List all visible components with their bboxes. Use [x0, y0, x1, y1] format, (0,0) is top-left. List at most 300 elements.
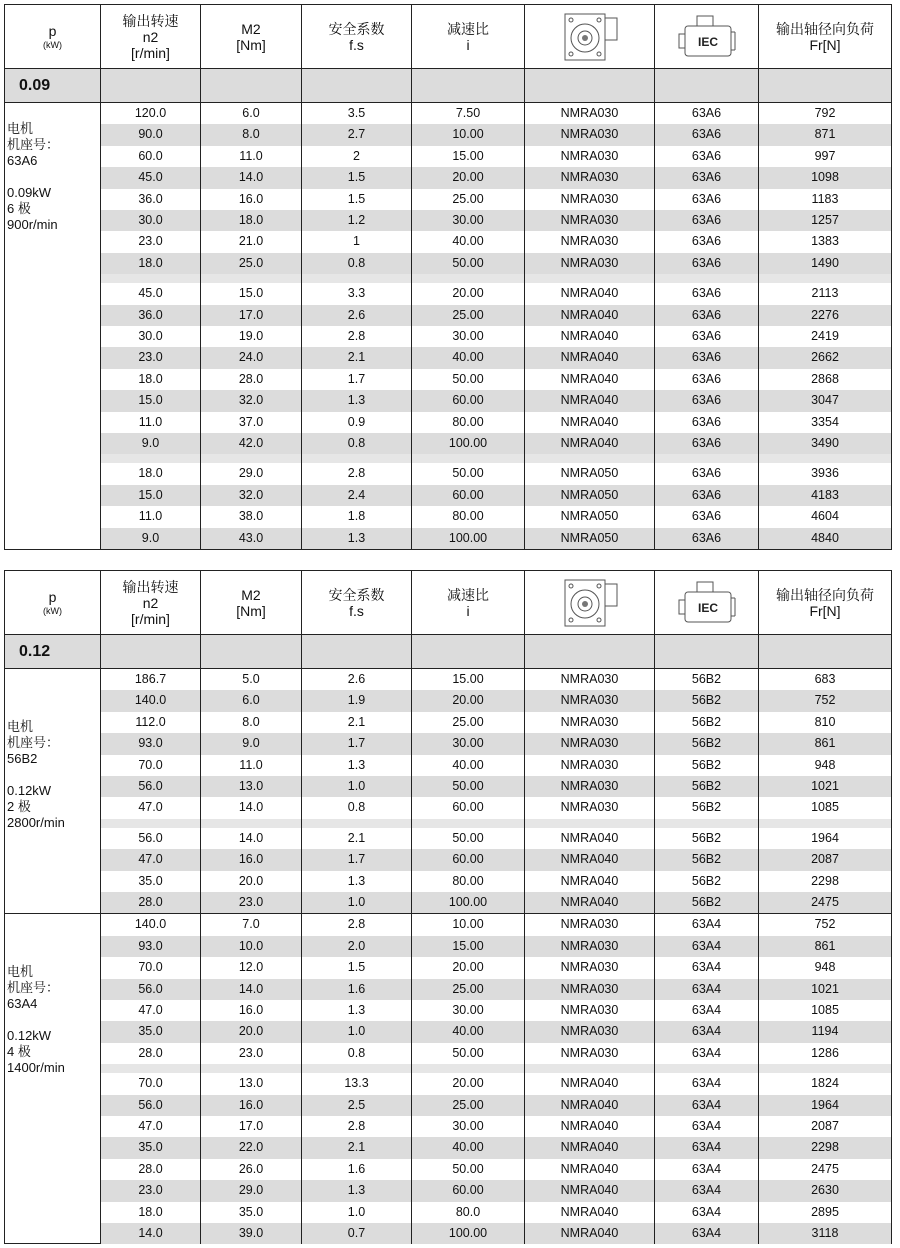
- cell-n2: 70.0: [101, 957, 201, 978]
- table-row: [101, 253, 891, 274]
- cell-m2: 13.0: [201, 1073, 302, 1094]
- cell-n2: 15.0: [101, 390, 201, 411]
- spacer-divider: [758, 1064, 759, 1073]
- spacer-divider: [654, 274, 655, 283]
- cell-n2: 35.0: [101, 871, 201, 892]
- table-row: [101, 485, 891, 506]
- table-row: [101, 305, 891, 326]
- table-header: [5, 5, 891, 69]
- cell-fr: 2087: [811, 1118, 839, 1133]
- cell-fs: 1.0: [302, 1021, 412, 1042]
- cell-fr: 3936: [811, 466, 839, 481]
- cell-fs: 1.7: [302, 733, 412, 754]
- cell-motor: 63A4: [655, 936, 759, 957]
- table-row: [101, 347, 891, 368]
- cell-m2: 22.0: [201, 1137, 302, 1158]
- power-row-cell: [302, 69, 412, 102]
- cell-motor: 63A4: [655, 1223, 759, 1244]
- cell-fs: 0.8: [302, 1043, 412, 1064]
- cell-n2: 18.0: [101, 1202, 201, 1223]
- cell-m2: 11.0: [201, 755, 302, 776]
- cell-n2: 30.0: [101, 210, 201, 231]
- cell-m2: 26.0: [201, 1159, 302, 1180]
- header-ratio-text: 减速比 i: [447, 20, 489, 53]
- cell-model: NMRA030: [525, 167, 655, 188]
- cell-fs: 1.3: [302, 1000, 412, 1021]
- spacer-divider: [301, 274, 302, 283]
- cell-fs: 1.0: [302, 1202, 412, 1223]
- cell-fr: 861: [814, 736, 836, 751]
- power-row-cell: [302, 635, 412, 668]
- cell-m2: 39.0: [201, 1223, 302, 1244]
- cell-m2: 14.0: [201, 828, 302, 849]
- cell-n2: 112.0: [101, 712, 201, 733]
- cell-fs: 0.8: [302, 253, 412, 274]
- cell-n2: 47.0: [101, 1000, 201, 1021]
- table-row: [101, 1095, 891, 1116]
- cell-model: NMRA040: [525, 1159, 655, 1180]
- cell-fs: 2.7: [302, 124, 412, 145]
- cell-fr: 871: [814, 127, 836, 142]
- cell-n2: 70.0: [101, 755, 201, 776]
- cell-motor: 63A6: [655, 463, 759, 484]
- cell-motor: 63A6: [655, 167, 759, 188]
- header-fs: [302, 571, 412, 634]
- cell-motor: 56B2: [655, 712, 759, 733]
- cell-motor: 56B2: [655, 892, 759, 913]
- cell-m2: 28.0: [201, 369, 302, 390]
- cell-ratio: 20.00: [412, 283, 525, 304]
- cell-motor: 63A6: [655, 390, 759, 411]
- cell-m2: 14.0: [201, 979, 302, 1000]
- power-value: 0.12: [19, 643, 51, 660]
- cell-fr: 1085: [811, 800, 839, 815]
- cell-fs: 1.3: [302, 390, 412, 411]
- cell-fs: 2.8: [302, 914, 412, 935]
- spacer-divider: [654, 1064, 655, 1073]
- cell-fr: 4183: [811, 487, 839, 502]
- cell-m2: 23.0: [201, 892, 302, 913]
- cell-fr: 2475: [811, 895, 839, 909]
- cell-fr: 948: [814, 960, 836, 975]
- cell-fs: 1.3: [302, 871, 412, 892]
- cell-ratio: 40.00: [412, 755, 525, 776]
- cell-n2: 36.0: [101, 189, 201, 210]
- cell-motor: 63A4: [655, 1021, 759, 1042]
- cell-model: NMRA030: [525, 1021, 655, 1042]
- cell-ratio: 60.00: [412, 1180, 525, 1201]
- table-row: [101, 463, 891, 484]
- table-row: [101, 828, 891, 849]
- cell-n2: 23.0: [101, 347, 201, 368]
- cell-motor: 56B2: [655, 828, 759, 849]
- cell-model: NMRA030: [525, 957, 655, 978]
- power-row-cell: [412, 635, 525, 668]
- table-row: [101, 231, 891, 252]
- cell-n2: 35.0: [101, 1021, 201, 1042]
- cell-m2: 32.0: [201, 485, 302, 506]
- cell-motor: 63A6: [655, 326, 759, 347]
- table-row: [101, 390, 891, 411]
- cell-n2: 14.0: [101, 1223, 201, 1244]
- cell-n2: 18.0: [101, 253, 201, 274]
- cell-model: NMRA040: [525, 1180, 655, 1201]
- cell-n2: 140.0: [101, 914, 201, 935]
- spacer-divider: [411, 454, 412, 463]
- cell-fs: 1.6: [302, 1159, 412, 1180]
- cell-motor: 63A6: [655, 253, 759, 274]
- cell-fr: 810: [814, 714, 836, 729]
- motor-group: [5, 103, 891, 549]
- cell-motor: 63A4: [655, 1116, 759, 1137]
- cell-n2: 15.0: [101, 485, 201, 506]
- cell-motor: 63A6: [655, 369, 759, 390]
- cell-n2: 28.0: [101, 1159, 201, 1180]
- cell-model: NMRA030: [525, 979, 655, 1000]
- cell-ratio: 100.00: [412, 433, 525, 454]
- cell-m2: 29.0: [201, 463, 302, 484]
- spacer-divider: [758, 274, 759, 283]
- cell-motor: 63A6: [655, 506, 759, 527]
- cell-m2: 24.0: [201, 347, 302, 368]
- cell-fr: 2895: [811, 1204, 839, 1219]
- cell-model: NMRA040: [525, 828, 655, 849]
- spacer-divider: [758, 819, 759, 828]
- cell-fr: 1964: [811, 830, 839, 845]
- cell-ratio: 40.00: [412, 1021, 525, 1042]
- cell-m2: 8.0: [201, 124, 302, 145]
- cell-model: NMRA050: [525, 485, 655, 506]
- cell-fr: 752: [814, 917, 836, 932]
- cell-ratio: 50.00: [412, 253, 525, 274]
- cell-ratio: 50.00: [412, 369, 525, 390]
- cell-fs: 1.0: [302, 776, 412, 797]
- cell-fs: 3.5: [302, 103, 412, 124]
- cell-fr: 2475: [811, 1161, 839, 1176]
- table-row: [101, 326, 891, 347]
- table-row: [101, 1073, 891, 1094]
- cell-n2: 9.0: [101, 528, 201, 549]
- cell-model: NMRA040: [525, 1137, 655, 1158]
- cell-fs: 2.6: [302, 669, 412, 690]
- table-row: [101, 776, 891, 797]
- spec-table: [4, 570, 892, 1244]
- header-gearbox: [525, 5, 655, 68]
- header-fs-text: 安全系数 f.s: [328, 20, 385, 53]
- motor-label: 电机 机座号： 63A6 0.09kW 6 极 900r/min: [7, 121, 60, 232]
- cell-fr: 1194: [811, 1024, 839, 1039]
- header-fr-text: 输出轴径向负荷 Fr[N]: [776, 20, 874, 53]
- cell-m2: 20.0: [201, 871, 302, 892]
- cell-m2: 16.0: [201, 1000, 302, 1021]
- cell-fs: 1.9: [302, 690, 412, 711]
- cell-motor: 56B2: [655, 690, 759, 711]
- cell-motor: 63A4: [655, 957, 759, 978]
- table-row: [101, 849, 891, 870]
- cell-ratio: 100.00: [412, 528, 525, 549]
- cell-motor: 63A6: [655, 283, 759, 304]
- header-fs-text: 安全系数 f.s: [328, 586, 385, 619]
- cell-model: NMRA040: [525, 871, 655, 892]
- cell-fs: 2.1: [302, 828, 412, 849]
- cell-model: NMRA030: [525, 776, 655, 797]
- cell-fs: 1.3: [302, 1180, 412, 1201]
- cell-fs: 0.8: [302, 797, 412, 818]
- cell-ratio: 80.0: [412, 1202, 525, 1223]
- cell-ratio: 7.50: [412, 103, 525, 124]
- table-row: [101, 733, 891, 754]
- cell-fr: 4604: [811, 509, 839, 524]
- cell-fr: 1085: [811, 1002, 839, 1017]
- cell-model: NMRA040: [525, 369, 655, 390]
- cell-n2: 36.0: [101, 305, 201, 326]
- cell-model: NMRA030: [525, 755, 655, 776]
- cell-fr: 2419: [811, 329, 839, 343]
- cell-motor: 63A4: [655, 1159, 759, 1180]
- cell-m2: 35.0: [201, 1202, 302, 1223]
- table-row: [101, 755, 891, 776]
- cell-m2: 29.0: [201, 1180, 302, 1201]
- header-n2: [101, 571, 201, 634]
- cell-motor: 63A4: [655, 1180, 759, 1201]
- cell-motor: 63A6: [655, 528, 759, 549]
- cell-model: NMRA030: [525, 797, 655, 818]
- header-fs: [302, 5, 412, 68]
- cell-fr: 2662: [811, 350, 839, 365]
- table-row: [101, 1021, 891, 1042]
- cell-fs: 13.3: [302, 1073, 412, 1094]
- header-gearbox: [525, 571, 655, 634]
- table-row: [101, 871, 891, 892]
- cell-motor: 63A6: [655, 103, 759, 124]
- cell-model: NMRA040: [525, 1223, 655, 1244]
- cell-n2: 93.0: [101, 733, 201, 754]
- table-row: [101, 1223, 891, 1244]
- motor-icon: [675, 12, 739, 62]
- cell-motor: 63A4: [655, 1137, 759, 1158]
- cell-fr: 2868: [811, 371, 839, 386]
- header-p: [5, 5, 101, 68]
- cell-m2: 12.0: [201, 957, 302, 978]
- cell-ratio: 15.00: [412, 936, 525, 957]
- cell-ratio: 50.00: [412, 776, 525, 797]
- cell-m2: 11.0: [201, 146, 302, 167]
- power-row-cell: [201, 69, 302, 102]
- motor-group: [5, 669, 891, 913]
- cell-n2: 9.0: [101, 433, 201, 454]
- spacer-divider: [301, 454, 302, 463]
- header-fr-text: 输出轴径向负荷 Fr[N]: [776, 586, 874, 619]
- table-row: [101, 103, 891, 124]
- header-n2-text: 输出转速 n2 [r/min]: [122, 578, 179, 627]
- cell-model: NMRA040: [525, 305, 655, 326]
- cell-n2: 11.0: [101, 412, 201, 433]
- cell-m2: 42.0: [201, 433, 302, 454]
- header-ratio: [412, 5, 525, 68]
- cell-fr: 1824: [811, 1076, 839, 1091]
- cell-motor: 63A6: [655, 210, 759, 231]
- block-spacer: [101, 819, 891, 828]
- block-spacer: [101, 1064, 891, 1073]
- cell-motor: 56B2: [655, 849, 759, 870]
- header-m2: [201, 571, 302, 634]
- cell-model: NMRA030: [525, 231, 655, 252]
- cell-fs: 3.3: [302, 283, 412, 304]
- cell-motor: 63A6: [655, 485, 759, 506]
- cell-m2: 25.0: [201, 253, 302, 274]
- cell-motor: 63A4: [655, 1095, 759, 1116]
- table-row: [101, 892, 891, 913]
- cell-ratio: 60.00: [412, 849, 525, 870]
- cell-fs: 1.6: [302, 979, 412, 1000]
- power-value: 0.09: [19, 77, 51, 94]
- cell-ratio: 20.00: [412, 1073, 525, 1094]
- cell-ratio: 50.00: [412, 463, 525, 484]
- power-row-cell: [525, 69, 655, 102]
- cell-motor: 56B2: [655, 669, 759, 690]
- cell-fr: 1183: [811, 191, 839, 206]
- cell-m2: 18.0: [201, 210, 302, 231]
- cell-motor: 63A4: [655, 1073, 759, 1094]
- block-spacer: [101, 454, 891, 463]
- cell-motor: 63A4: [655, 1202, 759, 1223]
- motor-group: [5, 913, 891, 1243]
- cell-model: NMRA050: [525, 528, 655, 549]
- table-row: [101, 690, 891, 711]
- cell-fr: 1964: [811, 1097, 839, 1112]
- cell-fr: 4840: [811, 530, 839, 545]
- cell-model: NMRA040: [525, 1095, 655, 1116]
- header-m2-text: M2 [Nm]: [236, 586, 266, 619]
- cell-model: NMRA030: [525, 733, 655, 754]
- table-row: [101, 412, 891, 433]
- cell-fs: 1.8: [302, 506, 412, 527]
- cell-fs: 1.2: [302, 210, 412, 231]
- cell-motor: 63A6: [655, 347, 759, 368]
- cell-model: NMRA030: [525, 189, 655, 210]
- cell-fs: 1.5: [302, 957, 412, 978]
- cell-ratio: 60.00: [412, 485, 525, 506]
- spacer-divider: [200, 274, 201, 283]
- spacer-divider: [301, 819, 302, 828]
- cell-n2: 90.0: [101, 124, 201, 145]
- cell-model: NMRA030: [525, 1000, 655, 1021]
- cell-fs: 0.8: [302, 433, 412, 454]
- cell-m2: 6.0: [201, 103, 302, 124]
- table-row: [101, 1116, 891, 1137]
- cell-fr: 2087: [811, 852, 839, 867]
- cell-fr: 861: [814, 938, 836, 953]
- cell-fr: 2113: [811, 286, 839, 301]
- table-row: [101, 369, 891, 390]
- header-p: [5, 571, 101, 634]
- header-motor: [655, 5, 759, 68]
- cell-fr: 3354: [811, 414, 839, 429]
- cell-ratio: 50.00: [412, 1043, 525, 1064]
- cell-fs: 2.0: [302, 936, 412, 957]
- power-row-cell: [101, 635, 201, 668]
- cell-fr: 1286: [811, 1045, 839, 1060]
- cell-ratio: 60.00: [412, 797, 525, 818]
- cell-m2: 10.0: [201, 936, 302, 957]
- table-row: [101, 210, 891, 231]
- power-row: [5, 635, 891, 669]
- cell-model: NMRA040: [525, 1116, 655, 1137]
- cell-model: NMRA040: [525, 892, 655, 913]
- cell-n2: 18.0: [101, 369, 201, 390]
- cell-n2: 23.0: [101, 1180, 201, 1201]
- power-row-cell: [101, 69, 201, 102]
- cell-n2: 56.0: [101, 828, 201, 849]
- cell-ratio: 25.00: [412, 712, 525, 733]
- cell-model: NMRA040: [525, 390, 655, 411]
- motor-label-cell: [5, 914, 101, 1243]
- cell-m2: 13.0: [201, 776, 302, 797]
- table-row: [101, 914, 891, 935]
- cell-fs: 2.1: [302, 1137, 412, 1158]
- cell-motor: 56B2: [655, 733, 759, 754]
- table-row: [101, 433, 891, 454]
- spec-table: [4, 4, 892, 550]
- table-row: [101, 124, 891, 145]
- motor-icon-label: IEC: [697, 34, 718, 49]
- cell-n2: 45.0: [101, 167, 201, 188]
- cell-fs: 1: [302, 231, 412, 252]
- header-p-label: p: [48, 22, 57, 39]
- cell-fs: 1.3: [302, 528, 412, 549]
- spacer-divider: [411, 819, 412, 828]
- table-row: [101, 712, 891, 733]
- header-fr: [759, 571, 891, 634]
- gearbox-icon: [559, 576, 621, 630]
- cell-fs: 2.1: [302, 347, 412, 368]
- spacer-divider: [200, 1064, 201, 1073]
- cell-fr: 1257: [811, 213, 839, 227]
- power-row: [5, 69, 891, 103]
- cell-model: NMRA040: [525, 849, 655, 870]
- cell-ratio: 25.00: [412, 189, 525, 210]
- cell-ratio: 40.00: [412, 1137, 525, 1158]
- cell-motor: 63A6: [655, 189, 759, 210]
- cell-m2: 16.0: [201, 189, 302, 210]
- power-row-cell: [525, 635, 655, 668]
- cell-motor: 63A6: [655, 305, 759, 326]
- cell-model: NMRA050: [525, 506, 655, 527]
- cell-fr: 2298: [811, 1140, 839, 1155]
- table-row: [101, 506, 891, 527]
- cell-ratio: 10.00: [412, 124, 525, 145]
- cell-model: NMRA030: [525, 103, 655, 124]
- cell-motor: 56B2: [655, 755, 759, 776]
- cell-ratio: 30.00: [412, 1116, 525, 1137]
- cell-m2: 17.0: [201, 1116, 302, 1137]
- cell-motor: 63A6: [655, 433, 759, 454]
- motor-label-cell: [5, 669, 101, 913]
- cell-n2: 28.0: [101, 892, 201, 913]
- cell-ratio: 25.00: [412, 1095, 525, 1116]
- spacer-divider: [411, 274, 412, 283]
- cell-ratio: 20.00: [412, 167, 525, 188]
- spacer-divider: [200, 819, 201, 828]
- cell-fr: 683: [814, 672, 836, 686]
- cell-model: NMRA040: [525, 1202, 655, 1223]
- cell-m2: 15.0: [201, 283, 302, 304]
- cell-motor: 63A4: [655, 979, 759, 1000]
- cell-ratio: 20.00: [412, 957, 525, 978]
- cell-m2: 7.0: [201, 914, 302, 935]
- cell-n2: 186.7: [101, 669, 201, 690]
- spacer-divider: [654, 819, 655, 828]
